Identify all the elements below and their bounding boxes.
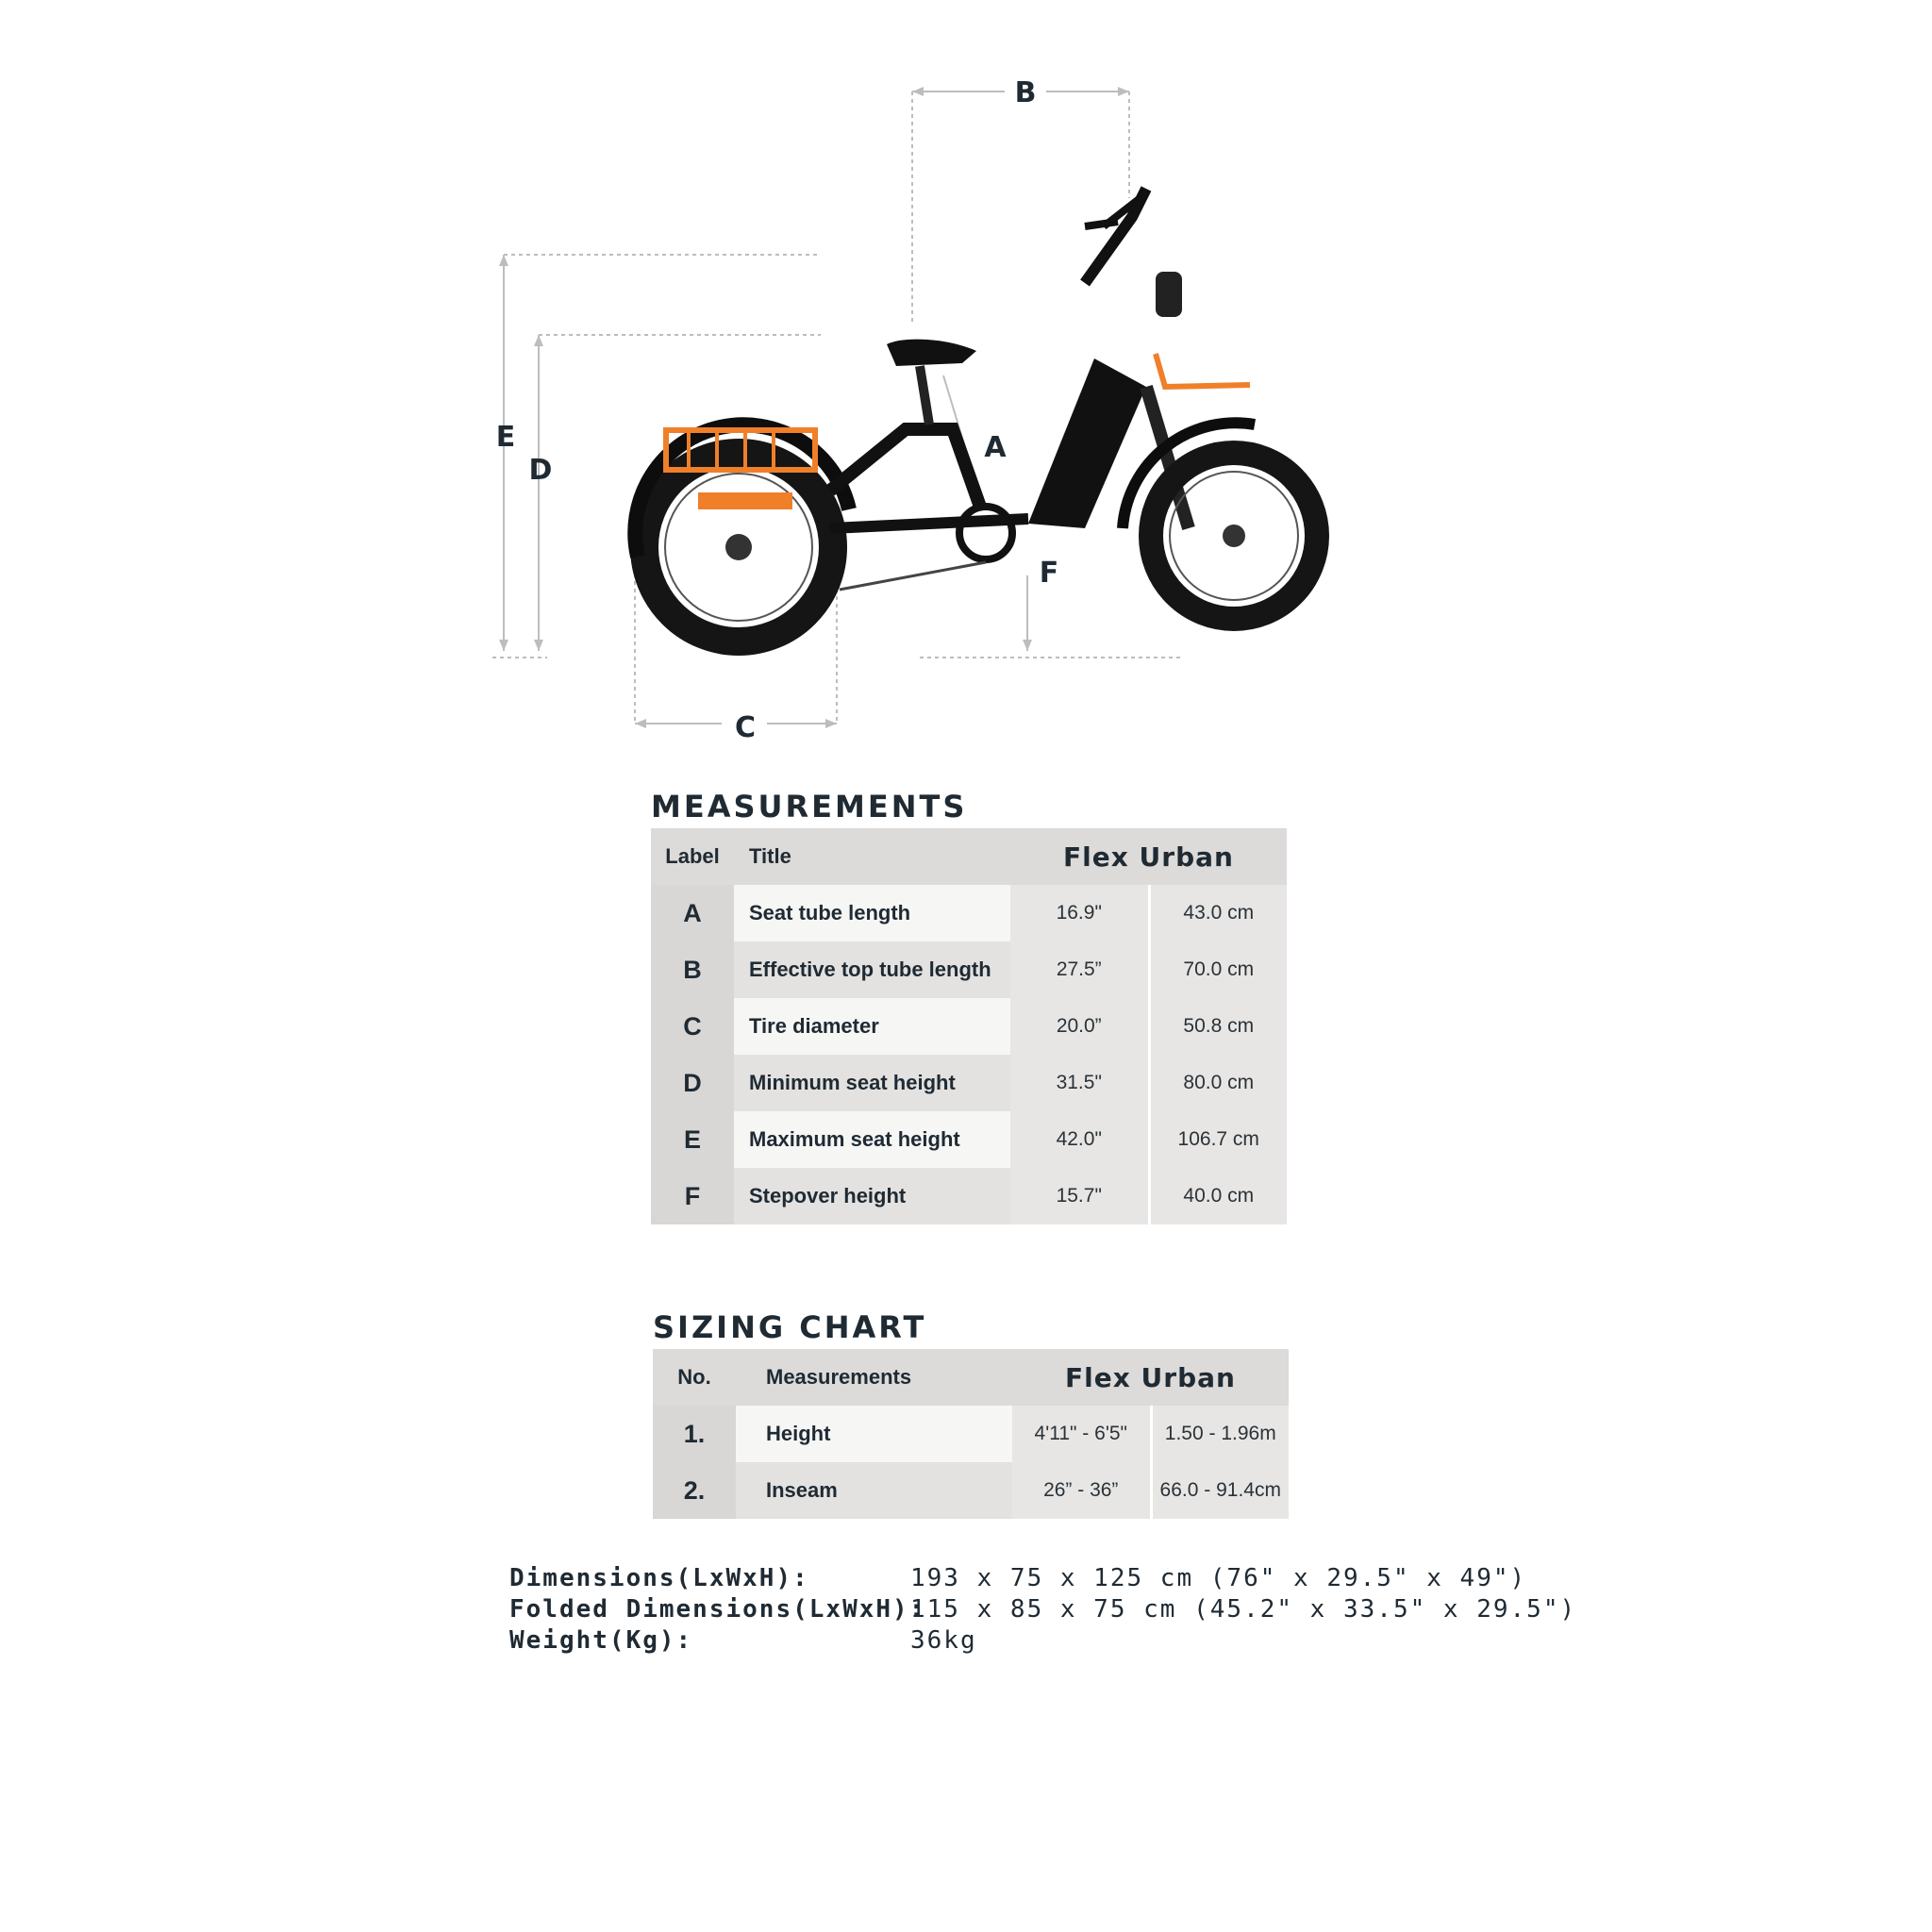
table-row bbox=[651, 1168, 1287, 1224]
row-imperial: 4'11" - 6'5" bbox=[1012, 1406, 1151, 1462]
table-row bbox=[651, 1055, 1287, 1111]
row-label: B bbox=[651, 941, 734, 998]
row-metric: 70.0 cm bbox=[1149, 941, 1287, 998]
header-no: No. bbox=[653, 1349, 736, 1406]
row-title: Minimum seat height bbox=[734, 1055, 1010, 1111]
spec-value: 115 x 85 x 75 cm (45.2" x 33.5" x 29.5") bbox=[910, 1595, 1577, 1624]
row-imperial: 31.5" bbox=[1010, 1055, 1149, 1111]
row-imperial: 26” - 36” bbox=[1012, 1462, 1151, 1519]
table-row bbox=[653, 1462, 1289, 1519]
row-no: 2. bbox=[653, 1462, 736, 1519]
label-D: D bbox=[528, 454, 553, 487]
measurements-table bbox=[651, 828, 1287, 1224]
row-name: Height bbox=[736, 1406, 1012, 1462]
measurements-header bbox=[651, 828, 1287, 885]
row-title: Seat tube length bbox=[734, 885, 1010, 941]
header-model: Flex Urban bbox=[1010, 828, 1287, 885]
row-title: Stepover height bbox=[734, 1168, 1010, 1224]
row-metric: 66.0 - 91.4cm bbox=[1151, 1462, 1289, 1519]
label-C: C bbox=[734, 711, 757, 744]
table-row bbox=[651, 998, 1287, 1055]
label-E: E bbox=[495, 421, 516, 454]
sizing-header bbox=[653, 1349, 1289, 1406]
row-imperial: 27.5” bbox=[1010, 941, 1149, 998]
row-metric: 80.0 cm bbox=[1149, 1055, 1287, 1111]
spec-list bbox=[509, 1563, 1576, 1657]
row-metric: 43.0 cm bbox=[1149, 885, 1287, 941]
row-imperial: 15.7" bbox=[1010, 1168, 1149, 1224]
row-name: Inseam bbox=[736, 1462, 1012, 1519]
row-metric: 1.50 - 1.96m bbox=[1151, 1406, 1289, 1462]
sizing-table bbox=[653, 1349, 1289, 1519]
table-row bbox=[651, 885, 1287, 941]
row-imperial: 16.9" bbox=[1010, 885, 1149, 941]
spec-key: Dimensions(LxWxH): bbox=[509, 1564, 809, 1592]
trike-illustration bbox=[635, 189, 1317, 641]
trike-diagram bbox=[0, 0, 1932, 755]
label-A: A bbox=[984, 431, 1007, 464]
spec-row-folded bbox=[509, 1594, 1576, 1625]
row-label: A bbox=[651, 885, 734, 941]
table-row bbox=[651, 1111, 1287, 1168]
measurements-title: MEASUREMENTS bbox=[651, 789, 968, 824]
header-label: Label bbox=[651, 828, 734, 885]
header-model: Flex Urban bbox=[1012, 1349, 1289, 1406]
spec-key: Folded Dimensions(LxWxH): bbox=[509, 1595, 926, 1624]
row-title: Tire diameter bbox=[734, 998, 1010, 1055]
row-no: 1. bbox=[653, 1406, 736, 1462]
table-row bbox=[651, 941, 1287, 998]
spec-value: 193 x 75 x 125 cm (76" x 29.5" x 49") bbox=[910, 1564, 1527, 1592]
spec-row-dimensions bbox=[509, 1563, 1576, 1594]
row-metric: 50.8 cm bbox=[1149, 998, 1287, 1055]
row-imperial: 20.0” bbox=[1010, 998, 1149, 1055]
row-metric: 40.0 cm bbox=[1149, 1168, 1287, 1224]
row-label: C bbox=[651, 998, 734, 1055]
row-title: Maximum seat height bbox=[734, 1111, 1010, 1168]
row-title: Effective top tube length bbox=[734, 941, 1010, 998]
row-imperial: 42.0" bbox=[1010, 1111, 1149, 1168]
row-label: E bbox=[651, 1111, 734, 1168]
spec-row-weight bbox=[509, 1625, 1576, 1657]
table-row bbox=[653, 1406, 1289, 1462]
row-metric: 106.7 cm bbox=[1149, 1111, 1287, 1168]
row-label: D bbox=[651, 1055, 734, 1111]
header-measurements: Measurements bbox=[736, 1349, 1012, 1406]
spec-value: 36kg bbox=[910, 1626, 977, 1655]
guide-arrowheads bbox=[499, 87, 1129, 728]
spec-key: Weight(Kg): bbox=[509, 1626, 693, 1655]
header-title: Title bbox=[734, 828, 1010, 885]
label-F: F bbox=[1039, 557, 1059, 590]
row-label: F bbox=[651, 1168, 734, 1224]
label-B: B bbox=[1014, 76, 1037, 109]
sizing-title: SIZING CHART bbox=[653, 1309, 927, 1345]
